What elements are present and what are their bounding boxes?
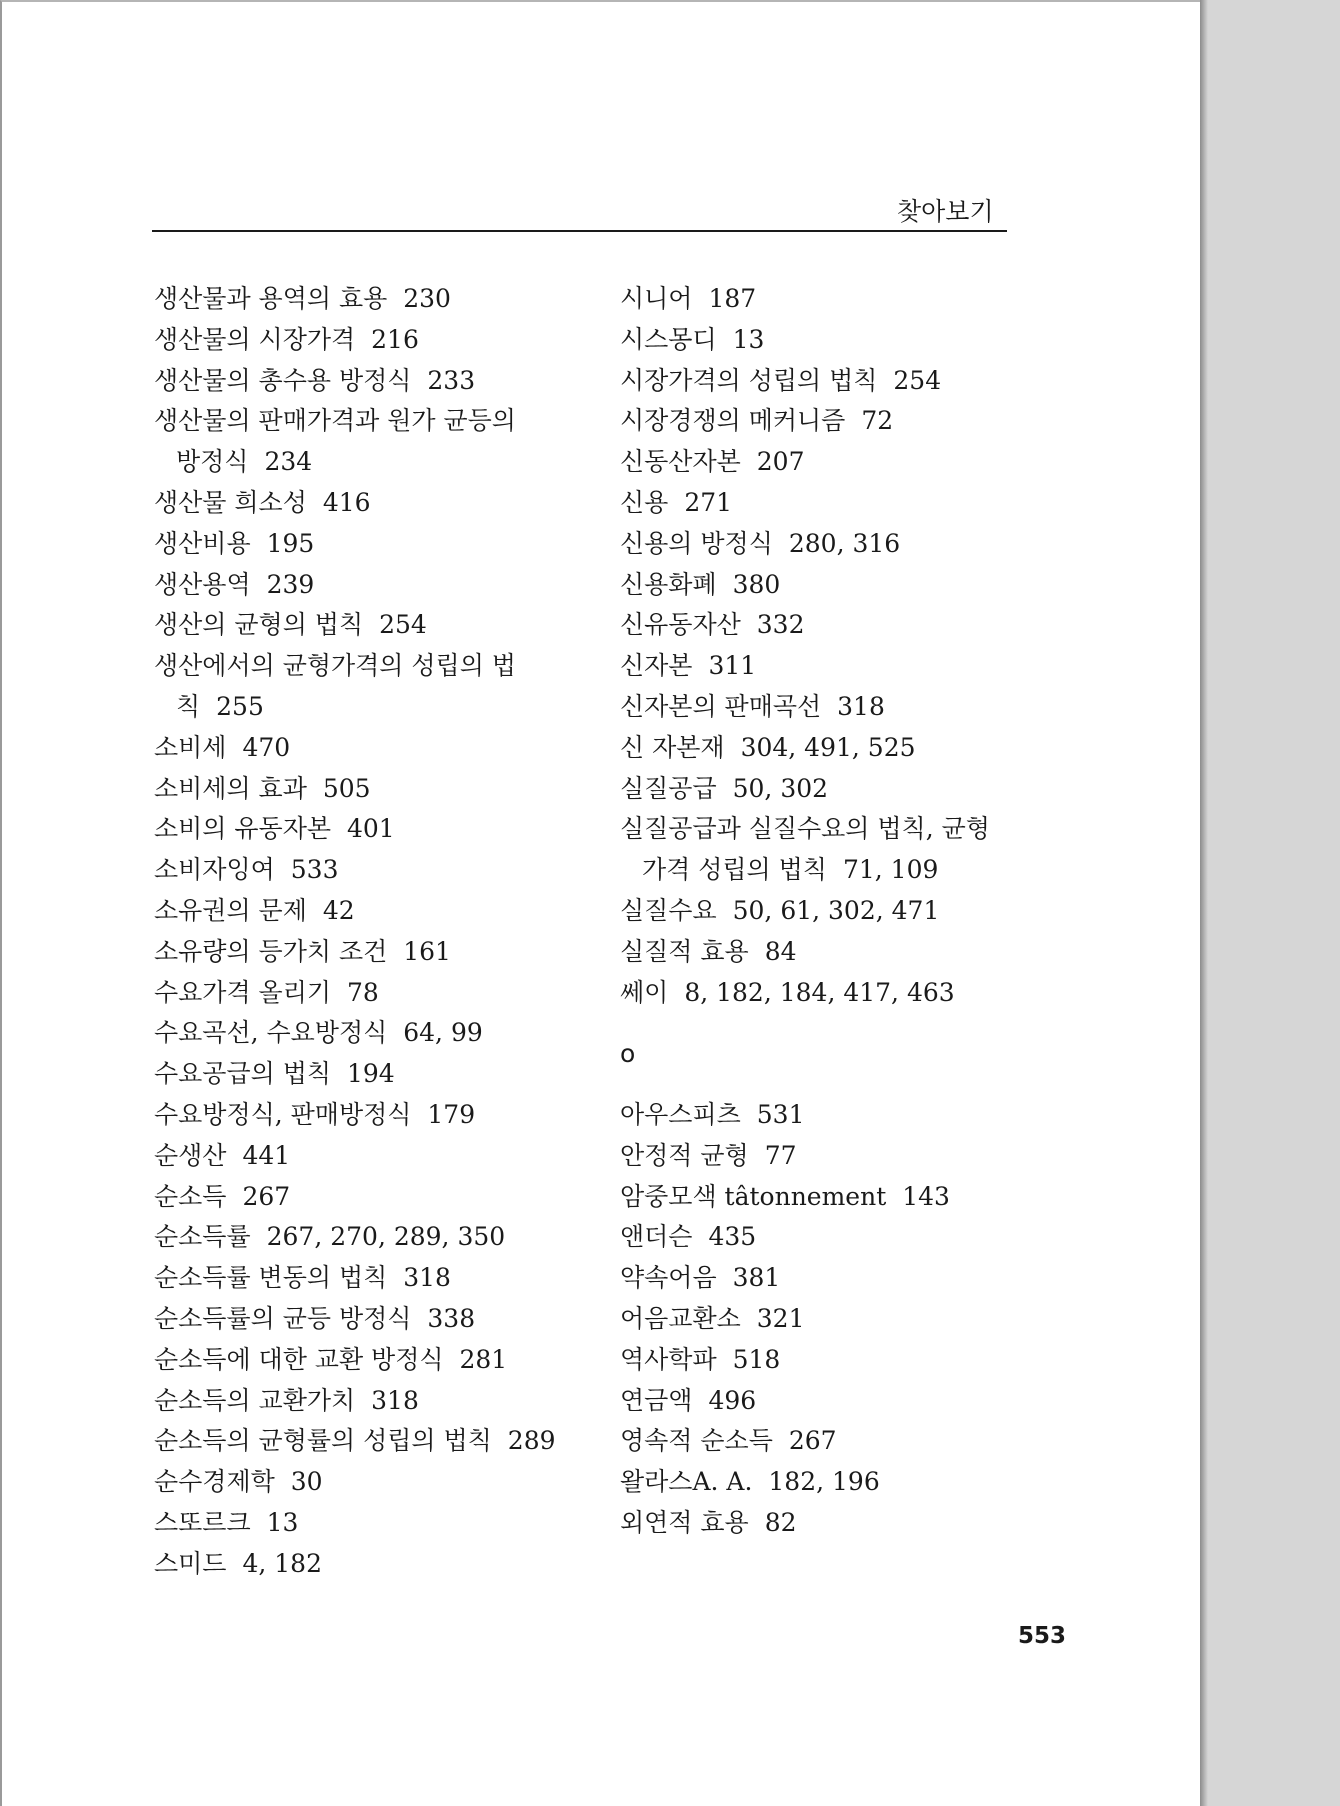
- index-pages: 78: [347, 977, 379, 1007]
- index-pages: 435: [708, 1222, 757, 1252]
- header-rule: [152, 230, 1007, 232]
- index-term: 칙: [176, 691, 201, 721]
- index-term: 생산에서의 균형가격의 성립의 법: [154, 651, 516, 681]
- index-term: 연금액: [620, 1385, 693, 1415]
- index-term: 생산물과 용역의 효용: [154, 284, 388, 313]
- page-shadow: [1200, 0, 1208, 1806]
- index-entry: [620, 1177, 1070, 1218]
- index-pages: 505: [322, 773, 371, 803]
- index-pages: 533: [290, 855, 339, 885]
- index-entry: [620, 932, 1070, 973]
- index-term: 생산물의 시장가격: [154, 324, 356, 354]
- index-column-right: [620, 279, 1070, 1544]
- index-term: 순소득: [154, 1181, 227, 1211]
- index-term: 스또르크: [154, 1507, 251, 1537]
- index-group-s: [620, 279, 1070, 1013]
- index-pages: 182, 196: [768, 1467, 880, 1497]
- index-entry: [154, 932, 604, 973]
- index-entry: [154, 1177, 604, 1218]
- index-term: 생산용역: [154, 569, 251, 599]
- index-entry: [620, 850, 1070, 891]
- index-term: 순소득률 변동의 법칙: [154, 1263, 388, 1293]
- index-entry: [620, 1381, 1070, 1422]
- index-entry: [620, 1462, 1070, 1503]
- index-entry: [154, 1381, 604, 1422]
- index-term: 소비의 유동자본: [154, 814, 331, 844]
- index-entry: [154, 1503, 604, 1544]
- index-entry: [620, 809, 1070, 850]
- index-pages: 441: [242, 1140, 291, 1170]
- index-term: 앤더슨: [620, 1222, 693, 1252]
- index-pages: 42: [322, 895, 355, 925]
- index-pages: 318: [837, 691, 885, 721]
- index-group-o: [620, 1095, 1070, 1544]
- index-term: 순수경제학: [154, 1467, 275, 1497]
- index-entry: [154, 524, 604, 565]
- section-letter: o: [620, 1038, 636, 1068]
- index-entry: [620, 1095, 1070, 1136]
- index-entry: [620, 1258, 1070, 1299]
- index-term: 쎄이: [620, 977, 669, 1007]
- running-header-title: 찾아보기: [897, 197, 994, 226]
- index-term: 시장가격의 성립의 법칙: [620, 365, 878, 395]
- index-term: 신 자본재: [620, 732, 725, 762]
- index-term: 스미드: [154, 1548, 227, 1578]
- index-entry: [154, 1095, 604, 1136]
- index-entry: [620, 565, 1070, 606]
- index-term: 신동산자본: [620, 447, 741, 477]
- index-term: 수요가격 올리기: [154, 977, 331, 1007]
- index-entry: [154, 973, 604, 1014]
- index-entry: [154, 809, 604, 850]
- index-term: 신용: [620, 487, 669, 517]
- index-pages: 230: [403, 284, 451, 313]
- index-entry: [620, 646, 1070, 687]
- index-entry: [620, 1299, 1070, 1340]
- index-entry: [620, 320, 1070, 361]
- index-pages: 318: [371, 1385, 419, 1415]
- index-entry: [620, 483, 1070, 524]
- index-pages: 280, 316: [788, 528, 901, 558]
- index-column-left: [154, 279, 604, 1585]
- index-term: 수요방정식, 판매방정식: [154, 1099, 412, 1129]
- index-term: 생산물의 총수용 방정식: [154, 365, 412, 395]
- index-term: 생산의 균형의 법칙: [154, 610, 364, 640]
- index-entry: [154, 1136, 604, 1177]
- index-term: 수요공급의 법칙: [154, 1059, 331, 1089]
- index-pages: 13: [266, 1507, 299, 1537]
- index-term: 순소득의 균형률의 성립의 법칙: [154, 1426, 492, 1456]
- index-term: 생산물의 판매가격과 원가 균등의: [154, 406, 516, 436]
- index-entry: [154, 401, 604, 442]
- index-entry: [620, 1217, 1070, 1258]
- index-pages: 64, 99: [403, 1018, 483, 1048]
- index-term: 신용화폐: [620, 569, 717, 599]
- index-pages: 72: [861, 406, 894, 436]
- index-term: 실질공급과 실질수요의 법칙, 균형: [620, 814, 990, 844]
- index-term: 소유권의 문제: [154, 895, 307, 925]
- index-pages: 380: [732, 569, 781, 599]
- page-number: 553: [1018, 1623, 1067, 1649]
- index-term: 시장경쟁의 메커니즘: [620, 406, 846, 436]
- index-pages: 4, 182: [242, 1548, 322, 1578]
- index-term: 암중모색 tâtonnement: [620, 1181, 887, 1211]
- index-pages: 233: [427, 365, 476, 395]
- index-pages: 267: [242, 1181, 291, 1211]
- index-entry: [620, 442, 1070, 483]
- index-pages: 71, 109: [842, 855, 939, 885]
- index-entry: [620, 1340, 1070, 1381]
- index-entry: [154, 361, 604, 402]
- index-term: 안정적 균형: [620, 1140, 749, 1170]
- index-term: 순소득에 대한 교환 방정식: [154, 1344, 444, 1374]
- index-pages: 281: [459, 1344, 508, 1374]
- index-term: 가격 성립의 법칙: [642, 855, 827, 885]
- index-entry: [154, 565, 604, 606]
- index-pages: 239: [266, 569, 315, 599]
- index-entry: [620, 401, 1070, 442]
- index-pages: 518: [732, 1344, 781, 1374]
- index-term: 실질수요: [620, 895, 717, 925]
- index-entry: [154, 1258, 604, 1299]
- index-entry: [154, 891, 604, 932]
- index-term: 순소득률: [154, 1222, 251, 1252]
- index-term: 소비자잉여: [154, 855, 275, 885]
- index-term: 순소득의 교환가치: [154, 1385, 356, 1415]
- index-term: 외연적 효용: [620, 1507, 749, 1537]
- index-entry: [154, 1340, 604, 1381]
- index-pages: 271: [684, 487, 733, 517]
- index-entry: [154, 1013, 604, 1054]
- index-pages: 254: [379, 610, 427, 640]
- index-entry: [154, 728, 604, 769]
- index-pages: 195: [266, 528, 315, 558]
- index-term: 생산물 희소성: [154, 487, 307, 517]
- index-term: 순소득률의 균등 방정식: [154, 1303, 412, 1333]
- index-pages: 496: [708, 1385, 757, 1415]
- index-entry: [154, 605, 604, 646]
- index-pages: 304, 491, 525: [740, 732, 916, 762]
- index-term: 어음교환소: [620, 1303, 741, 1333]
- index-pages: 50, 302: [732, 773, 829, 803]
- index-term: 수요곡선, 수요방정식: [154, 1018, 388, 1048]
- index-entry: [620, 279, 1070, 320]
- index-pages: 216: [371, 324, 419, 354]
- index-pages: 470: [242, 732, 291, 762]
- index-pages: 8, 182, 184, 417, 463: [684, 977, 955, 1007]
- index-entry: [154, 646, 604, 687]
- index-entry: [620, 687, 1070, 728]
- index-entry: [154, 1544, 604, 1585]
- index-entry: [154, 442, 604, 483]
- index-term: 시니어: [620, 284, 693, 313]
- index-entry: [620, 973, 1070, 1014]
- index-entry: [154, 850, 604, 891]
- index-term: 신용의 방정식: [620, 528, 773, 558]
- index-entry: [154, 483, 604, 524]
- index-pages: 381: [732, 1263, 781, 1293]
- index-pages: 13: [732, 324, 765, 354]
- index-pages: 84: [764, 936, 797, 966]
- index-pages: 50, 61, 302, 471: [732, 895, 940, 925]
- index-term: 소비세: [154, 732, 227, 762]
- index-term: 왈라스A. A.: [620, 1467, 753, 1497]
- index-term: 신자본: [620, 651, 693, 681]
- index-pages: 179: [427, 1099, 476, 1129]
- index-pages: 30: [290, 1467, 323, 1497]
- index-entry: [154, 1054, 604, 1095]
- index-entry: [154, 279, 604, 320]
- index-term: 시스몽디: [620, 324, 717, 354]
- index-term: 역사학파: [620, 1344, 717, 1374]
- index-pages: 161: [403, 936, 451, 966]
- index-entry: [154, 769, 604, 810]
- index-term: 영속적 순소득: [620, 1426, 773, 1456]
- index-pages: 194: [347, 1059, 395, 1089]
- index-pages: 234: [264, 447, 313, 477]
- index-pages: 416: [322, 487, 371, 517]
- index-term: 신유동자산: [620, 610, 741, 640]
- index-term: 생산비용: [154, 528, 251, 558]
- index-term: 순생산: [154, 1140, 227, 1170]
- index-pages: 318: [403, 1263, 451, 1293]
- index-pages: 254: [893, 365, 942, 395]
- index-pages: 338: [427, 1303, 476, 1333]
- index-entry: [620, 1503, 1070, 1544]
- index-pages: 332: [756, 610, 805, 640]
- index-entry: [154, 1299, 604, 1340]
- index-entry: [154, 1462, 604, 1503]
- index-entry: [154, 1421, 604, 1462]
- index-entry: [154, 1217, 604, 1258]
- index-entry: [620, 769, 1070, 810]
- index-pages: 321: [756, 1303, 805, 1333]
- index-pages: 143: [902, 1181, 950, 1211]
- index-term: 방정식: [176, 447, 249, 477]
- index-pages: 531: [756, 1099, 805, 1129]
- index-entry: [620, 1136, 1070, 1177]
- index-pages: 267: [788, 1426, 837, 1456]
- index-pages: 311: [708, 651, 757, 681]
- index-entry: [620, 524, 1070, 565]
- index-term: 소비세의 효과: [154, 773, 307, 803]
- index-entry: [620, 891, 1070, 932]
- index-term: 실질공급: [620, 773, 717, 803]
- index-pages: 187: [708, 284, 757, 313]
- index-pages: 289: [507, 1426, 556, 1456]
- index-term: 아우스피츠: [620, 1099, 741, 1129]
- index-pages: 77: [764, 1140, 797, 1170]
- index-term: 소유량의 등가치 조건: [154, 936, 388, 966]
- index-pages: 267, 270, 289, 350: [266, 1222, 506, 1252]
- index-pages: 82: [764, 1507, 797, 1537]
- index-entry: [620, 1421, 1070, 1462]
- index-entry: [154, 687, 604, 728]
- index-pages: 207: [756, 447, 805, 477]
- index-entry: [620, 728, 1070, 769]
- index-term: 실질적 효용: [620, 936, 749, 966]
- index-entry: [620, 361, 1070, 402]
- index-pages: 401: [347, 814, 395, 844]
- index-entry: [620, 605, 1070, 646]
- index-pages: 255: [216, 691, 264, 721]
- index-term: 약속어음: [620, 1263, 717, 1293]
- index-entry: [154, 320, 604, 361]
- index-term: 신자본의 판매곡선: [620, 691, 822, 721]
